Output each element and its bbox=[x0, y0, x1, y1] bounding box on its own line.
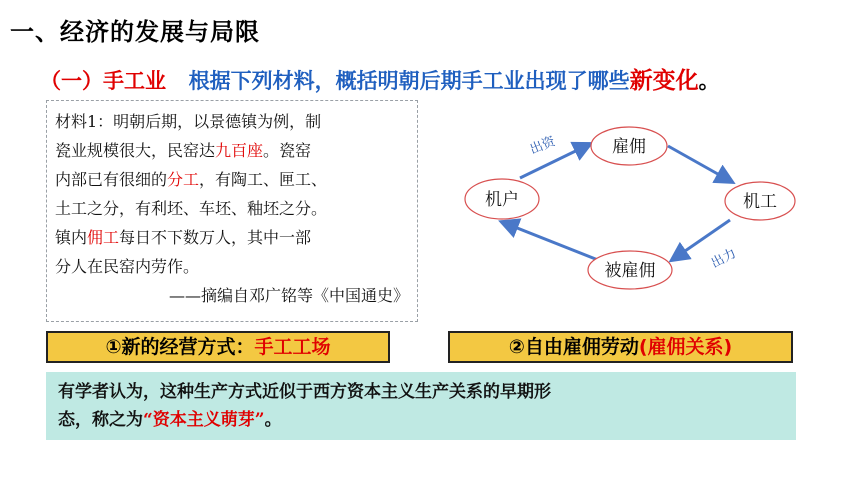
material-box bbox=[46, 100, 418, 322]
conclusion-highlight: “资本主义萌芽” bbox=[143, 410, 265, 430]
material-line bbox=[55, 194, 409, 223]
arrow-hire bbox=[668, 146, 732, 182]
answer-value: (雇佣关系) bbox=[638, 336, 733, 358]
material-line bbox=[55, 136, 409, 165]
material-text: 土工之分，有利坯、车坯、釉坯之分。 bbox=[55, 199, 328, 218]
node-owner-label: 机户 bbox=[485, 190, 519, 210]
highlight-text: 佣工 bbox=[87, 228, 120, 247]
material-text: 瓷业规模很大，民窑达 bbox=[55, 141, 216, 160]
edge-invest-label: 出资 bbox=[527, 134, 558, 158]
question-end-mark: 。 bbox=[698, 69, 720, 93]
answer-box-labor bbox=[448, 331, 793, 363]
material-source: ——摘编自邓广铭等《中国通史》 bbox=[168, 286, 409, 305]
answer-box-management bbox=[46, 331, 390, 363]
node-employ-label: 雇佣 bbox=[612, 137, 646, 157]
answer-prefix: ①新的经营方式： bbox=[105, 336, 255, 358]
highlight-text: 九百座 bbox=[215, 141, 264, 160]
conclusion-line: 有学者认为，这种生产方式近似于西方资本主义生产关系的早期形 bbox=[58, 382, 551, 402]
material-text: 材料1：明朝后期，以景德镇为例，制 bbox=[55, 112, 322, 131]
material-text: 镇内 bbox=[55, 228, 88, 247]
page-title: 一、经济的发展与局限 bbox=[10, 18, 260, 46]
node-employed-label: 被雇佣 bbox=[604, 261, 656, 281]
highlight-text: 分工 bbox=[167, 170, 200, 189]
material-line bbox=[55, 107, 409, 136]
question-highlight: 新变化 bbox=[629, 68, 699, 94]
material-text: 。瓷窑 bbox=[263, 141, 312, 160]
subtitle bbox=[40, 62, 720, 95]
node-worker-label: 机工 bbox=[743, 192, 777, 212]
material-text: 每日不下数万人，其中一部 bbox=[119, 228, 312, 247]
conclusion-text: 。 bbox=[264, 410, 282, 430]
employment-diagram bbox=[440, 110, 800, 290]
material-text: ，有陶工、匣工、 bbox=[199, 170, 328, 189]
section-label: （一）手工业 bbox=[40, 69, 166, 93]
conclusion-box bbox=[46, 372, 796, 440]
material-text: 内部已有很细的 bbox=[55, 170, 168, 189]
material-line bbox=[55, 252, 409, 281]
material-text: 分人在民窑内劳作。 bbox=[55, 257, 200, 276]
material-line bbox=[55, 223, 409, 252]
material-line bbox=[55, 165, 409, 194]
edge-labor-label: 出力 bbox=[708, 246, 739, 272]
conclusion-line bbox=[58, 406, 784, 434]
answer-value: 手工工场 bbox=[254, 336, 331, 358]
conclusion-text: 态，称之为 bbox=[58, 410, 143, 430]
arrow-employed bbox=[502, 222, 598, 260]
question-text: 根据下列材料，概括明朝后期手工业出现了哪些 bbox=[188, 69, 630, 93]
answer-prefix: ②自由雇佣劳动 bbox=[508, 336, 639, 358]
